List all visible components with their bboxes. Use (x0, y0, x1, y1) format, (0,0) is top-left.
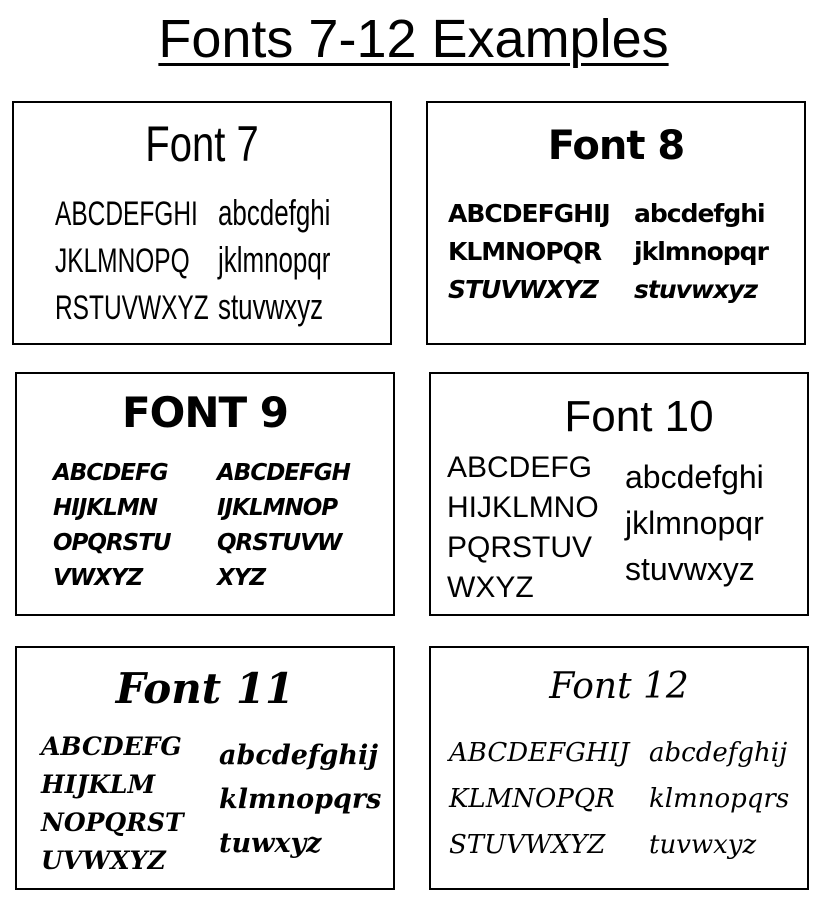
font-9-line: VWXYZ (53, 565, 143, 591)
font-7-lower-line: abcdefghi (218, 192, 331, 233)
font-8-heading: Font 8 (547, 123, 685, 169)
font-12-lower-line: tuvwxyz (649, 830, 757, 860)
font-8-upper-line: ABCDEFGHIJ (448, 199, 610, 228)
font-9-uppercase-left (53, 456, 171, 596)
font-12-upper-line: KLMNOPQR (449, 784, 615, 814)
font-10-lower-line: abcdefghi (625, 459, 764, 495)
font-7-lower-line: stuvwxyz (218, 286, 324, 327)
font-11-lowercase (219, 734, 381, 866)
font-7-lowercase (218, 189, 374, 330)
font-8-card (426, 101, 806, 345)
font-10-uppercase (447, 448, 599, 608)
font-10-upper-line: PQRSTUV (447, 531, 593, 564)
font-12-card (429, 646, 809, 890)
font-11-upper-line: UVWXYZ (41, 846, 166, 875)
font-10-upper-line: HIJKLMNO (447, 491, 599, 524)
font-7-lower-line: jklmnopqr (218, 239, 331, 280)
font-11-lower-line: tuwxyz (219, 828, 322, 859)
font-10-upper-line: WXYZ (447, 571, 534, 604)
font-11-lower-line: abcdefghij (219, 740, 379, 771)
font-12-upper-line: ABCDEFGHIJ (449, 738, 630, 768)
page-title: Fonts 7-12 Examples (158, 9, 669, 69)
font-11-card (15, 646, 395, 890)
font-9-line: ABCDEFG (53, 460, 168, 486)
font-8-lower-line: jklmnopqr (634, 237, 768, 266)
font-11-lower-line: klmnopqrs (219, 784, 382, 815)
font-7-heading: Font 7 (145, 116, 259, 172)
font-7-upper-line: JKLMNOPQ (55, 242, 190, 280)
font-12-lower-line: abcdefghij (649, 738, 788, 768)
font-8-upper-line: STUVWXYZ (448, 275, 598, 304)
font-10-lowercase (625, 454, 764, 592)
font-9-line: ABCDEFGH (217, 460, 350, 486)
font-9-line: OPQRSTU (53, 530, 171, 556)
font-11-heading: Font 11 (115, 664, 295, 713)
font-9-line: QRSTUVW (217, 530, 342, 556)
font-9-line: XYZ (217, 565, 266, 591)
font-12-heading: Font 12 (549, 666, 689, 707)
font-8-lower-line: abcdefghi (634, 199, 765, 228)
font-8-upper-line: KLMNOPQR (448, 237, 602, 266)
font-10-upper-line: ABCDEFG (447, 451, 593, 484)
font-8-lowercase (634, 195, 768, 309)
font-11-uppercase (41, 728, 184, 880)
font-9-uppercase-right (217, 456, 350, 596)
font-7-upper-line: RSTUVWXYZ (55, 289, 209, 327)
font-11-upper-line: ABCDEFG (41, 732, 182, 761)
font-12-uppercase (449, 730, 629, 868)
font-9-card (15, 372, 395, 616)
font-7-card (12, 101, 392, 345)
font-9-heading: FONT 9 (121, 388, 289, 437)
font-10-lower-line: jklmnopqr (625, 505, 764, 541)
font-12-lowercase (649, 730, 789, 868)
font-7-upper-line: ABCDEFGHI (55, 195, 198, 233)
font-9-line: IJKLMNOP (217, 495, 338, 521)
font-12-lower-line: klmnopqrs (649, 784, 790, 814)
font-8-lower-line: stuvwxyz (634, 275, 757, 304)
font-10-heading: Font 10 (564, 392, 714, 441)
font-10-card (429, 372, 809, 616)
font-9-line: HIJKLMN (53, 495, 157, 521)
font-10-lower-line: stuvwxyz (625, 551, 755, 587)
font-11-upper-line: NOPQRST (41, 808, 184, 837)
font-8-uppercase (448, 195, 610, 309)
font-12-upper-line: STUVWXYZ (449, 830, 606, 860)
font-11-upper-line: HIJKLM (41, 770, 156, 799)
